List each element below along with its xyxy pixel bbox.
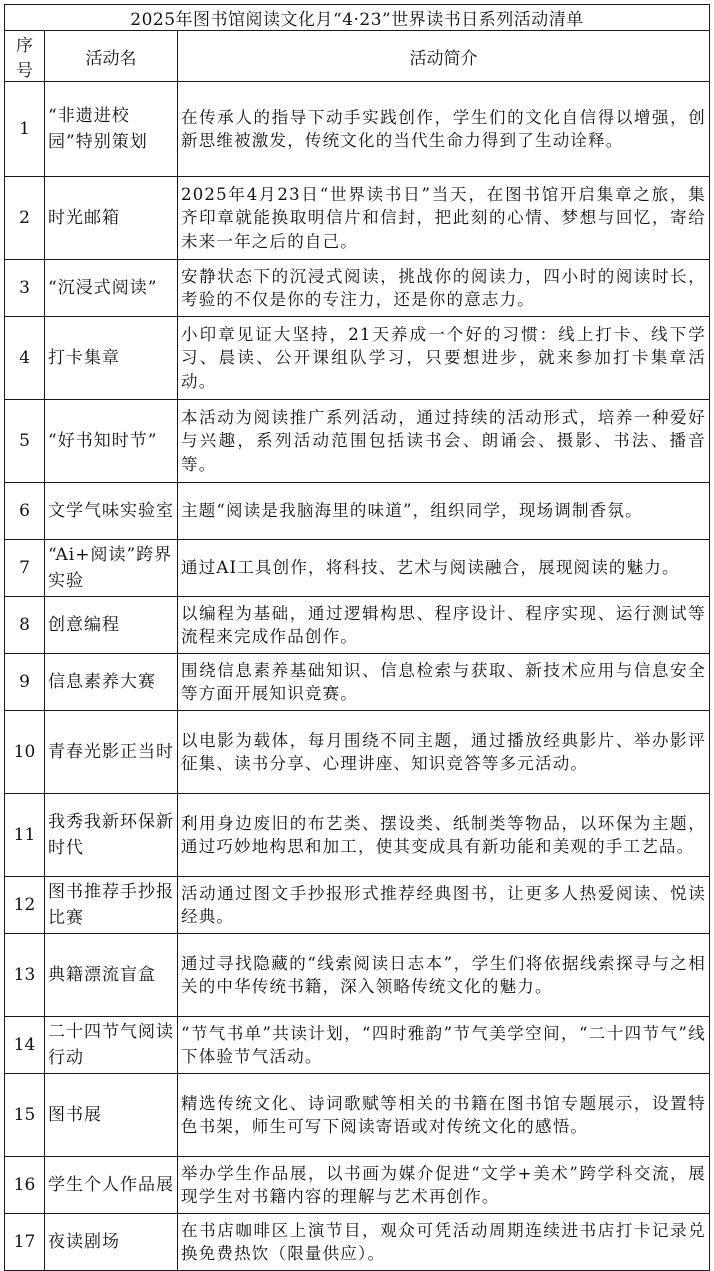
- activity-description: 本活动为阅读推广系列活动，通过持续的活动形式，培养一种爱好与兴趣，系列活动范围包括读书会、朗诵会、摄影、书法、播音等。: [178, 400, 710, 483]
- activity-name: 时光邮箱: [45, 177, 178, 260]
- table-row: [5, 317, 710, 400]
- row-number: 3: [5, 260, 45, 317]
- row-number: 1: [5, 82, 45, 177]
- table-row: [5, 177, 710, 260]
- table-row: [5, 260, 710, 317]
- activity-name: “非遗进校园”特别策划: [45, 82, 178, 177]
- table-row: [5, 711, 710, 794]
- activity-description: 活动通过图文手抄报形式推荐经典图书，让更多人热爱阅读、悦读经典。: [178, 877, 710, 934]
- table-row: [5, 794, 710, 877]
- row-number: 10: [5, 711, 45, 794]
- activity-description: 举办学生作品展，以书画为媒介促进“文学+美术”跨学科交流，展现学生对书籍内容的理解与艺术再创作。: [178, 1157, 710, 1214]
- activity-description: 以编程为基础，通过逻辑构思、程序设计、程序实现、运行测试等流程来完成作品创作。: [178, 597, 710, 654]
- activity-description: 小印章见证大坚持，21天养成一个好的习惯：线上打卡、线下学习、晨读、公开课组队学习，只要想进步，就来参加打卡集章活动。: [178, 317, 710, 400]
- table-row: [5, 597, 710, 654]
- header-no: 序号: [5, 31, 45, 82]
- row-number: 16: [5, 1157, 45, 1214]
- table-title: 2025年图书馆阅读文化月“4·23”世界读书日系列活动清单: [5, 5, 710, 31]
- activity-name: 夜读剧场: [45, 1214, 178, 1271]
- activity-name: 我秀我新环保新时代: [45, 794, 178, 877]
- row-number: 8: [5, 597, 45, 654]
- activity-name: “沉浸式阅读”: [45, 260, 178, 317]
- row-number: 6: [5, 483, 45, 540]
- activity-name: 图书展: [45, 1074, 178, 1157]
- activity-name: 创意编程: [45, 597, 178, 654]
- table-row: [5, 1214, 710, 1271]
- row-number: 7: [5, 540, 45, 597]
- activity-name: 青春光影正当时: [45, 711, 178, 794]
- activity-name: “好书知时节”: [45, 400, 178, 483]
- activity-description: 在传承人的指导下动手实践创作，学生们的文化自信得以增强，创新思维被激发，传统文化的当代生命力得到了生动诠释。: [178, 82, 710, 177]
- activity-description: 安静状态下的沉浸式阅读，挑战你的阅读力，四小时的阅读时长，考验的不仅是你的专注力，还是你的意志力。: [178, 260, 710, 317]
- activity-name: “Ai+阅读”跨界实验: [45, 540, 178, 597]
- activity-name: 图书推荐手抄报比赛: [45, 877, 178, 934]
- activity-name: 学生个人作品展: [45, 1157, 178, 1214]
- activity-description: 利用身边废旧的布艺类、摆设类、纸制类等物品，以环保为主题，通过巧妙地构思和加工，使其变成具有新功能和美观的手工艺品。: [178, 794, 710, 877]
- table-row: [5, 1074, 710, 1157]
- activity-name: 二十四节气阅读行动: [45, 1017, 178, 1074]
- table-row: [5, 400, 710, 483]
- activity-table: [4, 4, 710, 1271]
- row-number: 11: [5, 794, 45, 877]
- activity-description: 精选传统文化、诗词歌赋等相关的书籍在图书馆专题展示，设置特色书架，师生可写下阅读寄语或对传统文化的感悟。: [178, 1074, 710, 1157]
- row-number: 5: [5, 400, 45, 483]
- row-number: 9: [5, 654, 45, 711]
- activity-description: 围绕信息素养基础知识、信息检索与获取、新技术应用与信息安全等方面开展知识竞赛。: [178, 654, 710, 711]
- row-number: 13: [5, 934, 45, 1017]
- row-number: 14: [5, 1017, 45, 1074]
- table-row: [5, 483, 710, 540]
- activity-description: “节气书单”共读计划，“四时雅韵”节气美学空间，“二十四节气”线下体验节气活动。: [178, 1017, 710, 1074]
- activity-description: 通过寻找隐藏的“线索阅读日志本”，学生们将依据线索探寻与之相关的中华传统书籍，深入领略传统文化的魅力。: [178, 934, 710, 1017]
- table-row: [5, 1017, 710, 1074]
- row-number: 17: [5, 1214, 45, 1271]
- activity-name: 典籍漂流盲盒: [45, 934, 178, 1017]
- row-number: 12: [5, 877, 45, 934]
- table-row: [5, 1157, 710, 1214]
- table-body: [5, 82, 710, 1271]
- activity-description: 通过AI工具创作，将科技、艺术与阅读融合，展现阅读的魅力。: [178, 540, 710, 597]
- table-row: [5, 540, 710, 597]
- activity-description: 主题“阅读是我脑海里的味道”，组织同学，现场调制香氛。: [178, 483, 710, 540]
- activity-name: 信息素养大赛: [45, 654, 178, 711]
- header-desc: 活动简介: [178, 31, 710, 82]
- table-row: [5, 82, 710, 177]
- activity-description: 2025年4月23日“世界读书日”当天，在图书馆开启集章之旅，集齐印章就能换取明信片和信封，把此刻的心情、梦想与回忆，寄给未来一年之后的自己。: [178, 177, 710, 260]
- row-number: 4: [5, 317, 45, 400]
- activity-name: 文学气味实验室: [45, 483, 178, 540]
- activity-description: 以电影为载体，每月围绕不同主题，通过播放经典影片、举办影评征集、读书分享、心理讲座、知识竞答等多元活动。: [178, 711, 710, 794]
- activity-name: 打卡集章: [45, 317, 178, 400]
- table-row: [5, 654, 710, 711]
- row-number: 15: [5, 1074, 45, 1157]
- row-number: 2: [5, 177, 45, 260]
- table-row: [5, 934, 710, 1017]
- table-row: [5, 877, 710, 934]
- header-name: 活动名: [45, 31, 178, 82]
- activity-description: 在书店咖啡区上演节目，观众可凭活动周期连续进书店打卡记录兑换免费热饮（限量供应）。: [178, 1214, 710, 1271]
